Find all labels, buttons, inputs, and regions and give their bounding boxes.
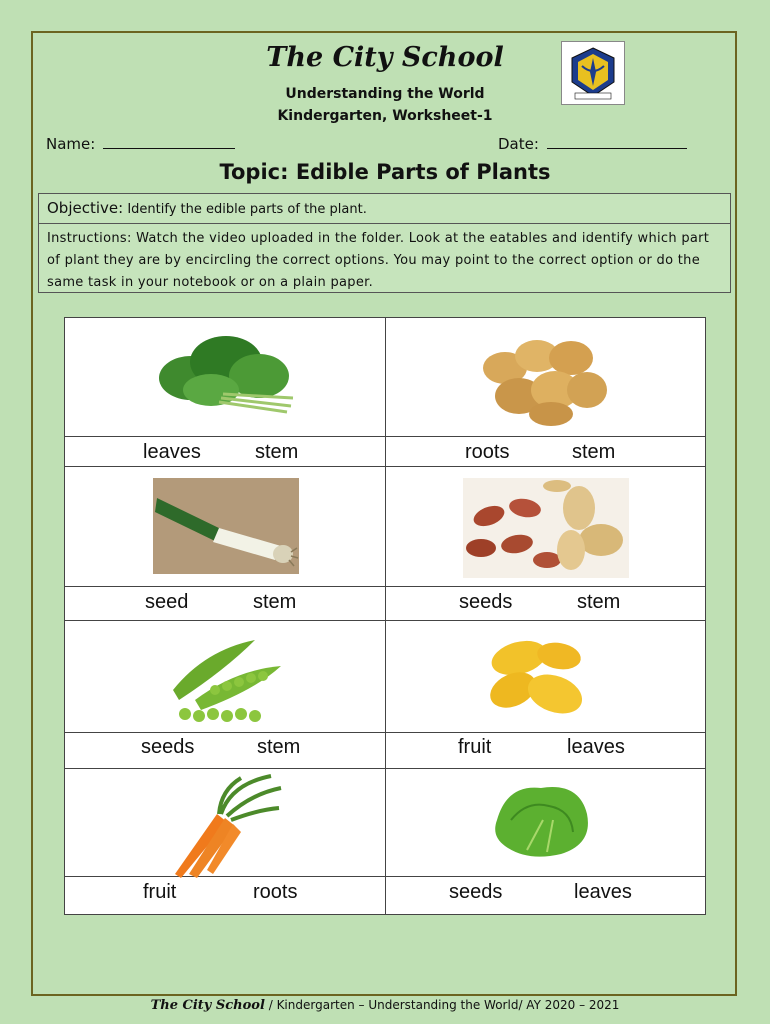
option-label[interactable]: leaves: [567, 736, 625, 758]
grid-divider: [65, 466, 705, 467]
option-label[interactable]: roots: [253, 881, 298, 903]
option-label[interactable]: leaves: [143, 441, 201, 463]
grid-divider: [385, 318, 386, 914]
instructions-row: [39, 224, 730, 294]
leek-image: [153, 478, 299, 578]
option-label[interactable]: seeds: [459, 591, 513, 613]
school-logo: [561, 41, 625, 105]
option-label[interactable]: fruit: [143, 881, 177, 903]
worksheet-title: Kindergarten, Worksheet-1: [277, 108, 493, 124]
objective-label: Objective:: [47, 199, 124, 217]
page-footer: [0, 998, 770, 1013]
option-label[interactable]: stem: [577, 591, 621, 613]
carrots-image: [161, 774, 285, 884]
date-blank[interactable]: [547, 134, 687, 149]
footer-text: / Kindergarten – Understanding the World/ AY 2020 – 2021: [264, 998, 620, 1012]
objective-text: Identify the edible parts of the plant.: [127, 202, 367, 217]
instructions-text: Watch the video uploaded in the folder. Look at the eatables and identify which part of plant they are by encircling the correct options. You may point to the correct option or do the same task in your notebook or on a plain paper.: [47, 231, 710, 290]
name-label: Name:: [46, 135, 96, 153]
option-label[interactable]: seeds: [449, 881, 503, 903]
potatoes-image: [475, 328, 615, 432]
grid-divider: [65, 732, 705, 733]
peanuts-image: [463, 478, 629, 582]
objective-row: [39, 194, 730, 224]
option-label[interactable]: stem: [253, 591, 297, 613]
spinach-image: [151, 328, 301, 418]
option-label[interactable]: seed: [145, 591, 189, 613]
footer-school: The City School: [150, 998, 265, 1013]
option-label[interactable]: stem: [572, 441, 616, 463]
peas-image: [165, 630, 285, 730]
mangoes-image: [471, 628, 601, 732]
option-label[interactable]: leaves: [574, 881, 632, 903]
date-field[interactable]: [498, 134, 687, 153]
option-label[interactable]: stem: [255, 441, 299, 463]
option-label[interactable]: roots: [465, 441, 510, 463]
grid-divider: [65, 620, 705, 621]
grid-divider: [65, 436, 705, 437]
grid-divider: [65, 768, 705, 769]
instructions-label: Instructions:: [47, 231, 132, 246]
instructions-box: [38, 193, 731, 293]
topic-heading: Topic: Edible Parts of Plants: [219, 160, 551, 184]
name-field[interactable]: [46, 134, 235, 153]
name-blank[interactable]: [103, 134, 235, 149]
option-label[interactable]: seeds: [141, 736, 195, 758]
school-title: The City School: [266, 42, 504, 73]
grid-divider: [65, 586, 705, 587]
lettuce-image: [487, 780, 597, 864]
option-label[interactable]: fruit: [458, 736, 492, 758]
activity-grid: [64, 317, 706, 915]
option-label[interactable]: stem: [257, 736, 301, 758]
subject-title: Understanding the World: [285, 86, 485, 102]
date-label: Date:: [498, 135, 539, 153]
